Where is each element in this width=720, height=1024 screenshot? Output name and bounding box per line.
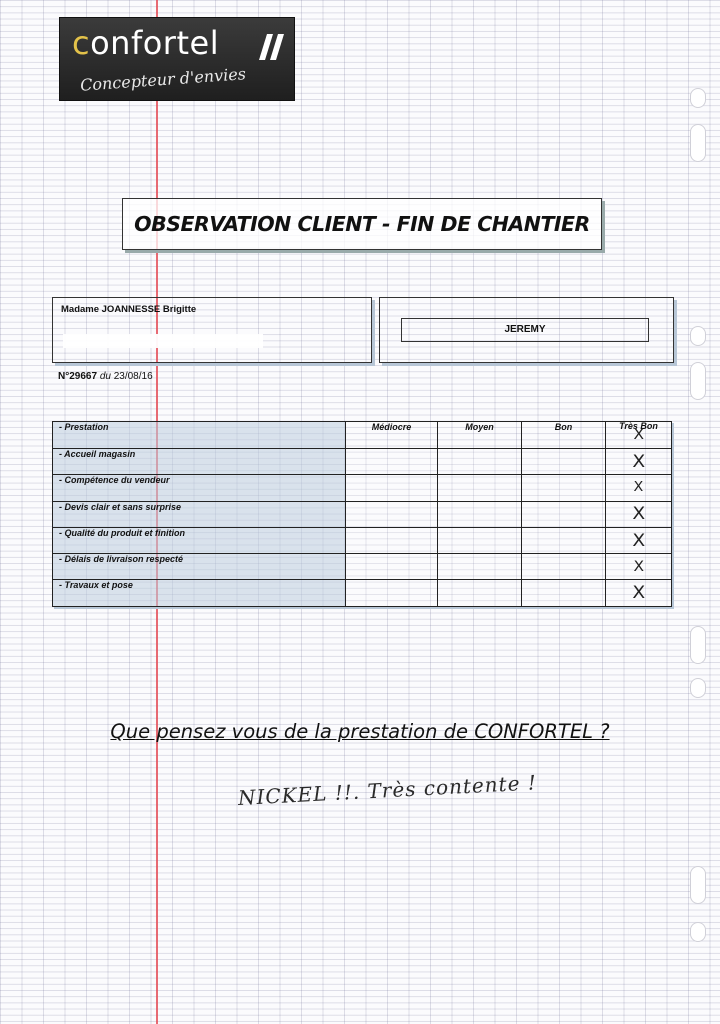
cell-bon: [522, 580, 606, 606]
cell-tres-bon: [606, 449, 672, 475]
binder-hole: [690, 866, 706, 904]
table-row: [53, 475, 672, 501]
row-label: - Accueil magasin: [53, 449, 346, 475]
row-label: - Délais de livraison respecté: [53, 554, 346, 580]
binder-hole: [690, 922, 706, 942]
handwritten-answer: NICKEL !!. Très contente !: [237, 770, 538, 810]
handwritten-x-mark: X: [632, 583, 645, 604]
handwritten-x-mark: X: [633, 558, 644, 575]
row-label: - Qualité du produit et finition: [53, 527, 346, 553]
column-header-tres-bon-label: Très Bon: [619, 421, 658, 431]
page-title: OBSERVATION CLIENT - FIN DE CHANTIER: [134, 212, 590, 236]
cell-mediocre: [346, 475, 438, 501]
order-date: 23/08/16: [113, 371, 153, 382]
column-header-mediocre: Médiocre: [346, 422, 438, 449]
column-header-moyen: Moyen: [438, 422, 522, 449]
order-du: du: [99, 371, 111, 382]
cell-moyen: [438, 527, 522, 553]
table-row: [53, 580, 672, 606]
logo-tagline: Concepteur d'envies: [79, 64, 247, 95]
handwritten-x-mark: X: [632, 530, 645, 551]
confortel-logo: [59, 17, 295, 101]
cell-tres-bon: [606, 580, 672, 606]
cell-mediocre: [346, 449, 438, 475]
order-reference: [58, 371, 153, 382]
cell-mediocre: [346, 580, 438, 606]
binder-hole: [690, 124, 706, 162]
cell-moyen: [438, 475, 522, 501]
cell-mediocre: [346, 554, 438, 580]
cell-bon: [522, 449, 606, 475]
rating-table: [52, 421, 672, 607]
row-label: - Travaux et pose: [53, 580, 346, 606]
order-number: N°29667: [58, 371, 98, 382]
cell-bon: [522, 527, 606, 553]
cell-moyen: [438, 501, 522, 527]
column-header-prestation: - Prestation: [53, 422, 346, 449]
table-row: [53, 449, 672, 475]
binder-hole: [690, 678, 706, 698]
table-row: [53, 527, 672, 553]
cell-moyen: [438, 554, 522, 580]
cell-tres-bon: [606, 554, 672, 580]
binder-hole: [690, 362, 706, 400]
cell-tres-bon: [606, 527, 672, 553]
table-row: [53, 554, 672, 580]
logo-wordmark: confortel: [72, 24, 220, 62]
cell-mediocre: [346, 527, 438, 553]
cell-bon: [522, 501, 606, 527]
column-header-bon: Bon: [522, 422, 606, 449]
title-box: [122, 198, 602, 250]
row-label: - Compétence du vendeur: [53, 475, 346, 501]
cell-bon: [522, 475, 606, 501]
binder-hole: [690, 626, 706, 664]
client-box: [52, 297, 372, 363]
handwritten-x-mark: X: [633, 480, 644, 496]
handwritten-x-mark: X: [632, 504, 645, 525]
cell-tres-bon: [606, 475, 672, 501]
cell-mediocre: [346, 501, 438, 527]
handwritten-x-mark: X: [633, 427, 644, 443]
cell-moyen: [438, 580, 522, 606]
double-slash-logo-icon: [259, 32, 285, 62]
row-label: - Devis clair et sans surprise: [53, 501, 346, 527]
redacted-address: [63, 334, 263, 348]
cell-bon: [522, 554, 606, 580]
handwritten-x-mark: X: [632, 451, 645, 472]
cell-tres-bon: [606, 501, 672, 527]
representative-name: JEREMY: [401, 318, 649, 342]
table-row: [53, 501, 672, 527]
representative-box: [379, 297, 674, 363]
client-name: Madame JOANNESSE Brigitte: [61, 304, 197, 315]
binder-hole: [690, 88, 706, 108]
cell-moyen: [438, 449, 522, 475]
survey-question: Que pensez vous de la prestation de CONFORTEL ?: [110, 720, 610, 743]
column-header-tres-bon: [606, 422, 672, 449]
table-header-row: [53, 422, 672, 449]
binder-hole: [690, 326, 706, 346]
